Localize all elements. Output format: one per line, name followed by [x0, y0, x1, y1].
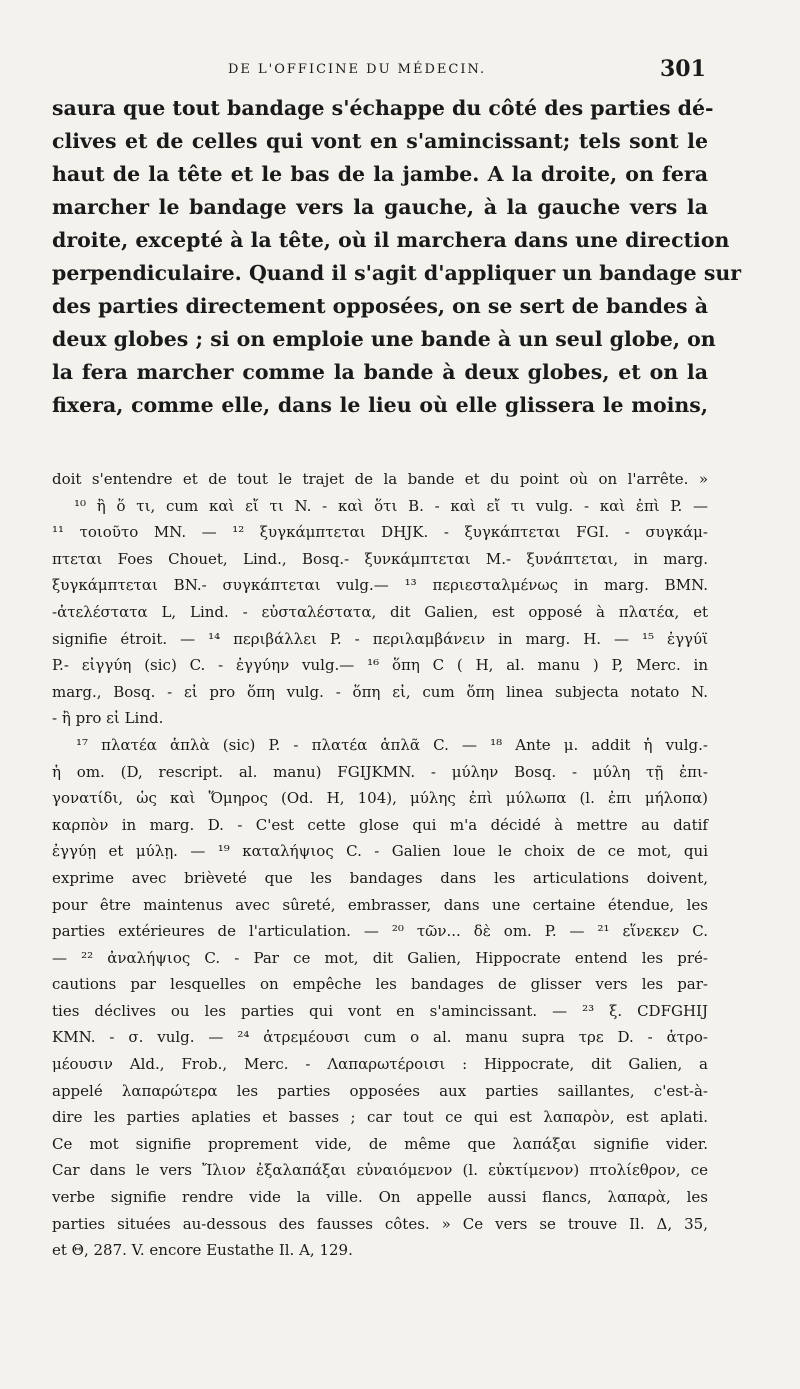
footnote-line: Ce mot signifie proprement vide, de même que λαπάξαι signifie vider.: [52, 1134, 708, 1153]
main-text-line: haut de la tête et le bas de la jambe. A la droite, on fera: [52, 162, 708, 186]
footnote-line: ¹⁰ ἢ ὅ τι, cum καὶ εἴ τι N. - καὶ ὅτι B. - καὶ εἴ τι vulg. - καὶ ἐπὶ P. —: [74, 496, 708, 515]
footnote-line: καρπὸν in marg. D. - C'est cette glose qui m'a décidé à mettre au datif: [52, 815, 708, 834]
footnote-line: - ἢ pro εἰ Lind.: [52, 709, 164, 728]
footnote-line: γονατίδι, ὡς καὶ Ὅμηρος (Od. H, 104), μύλης ἐπὶ μύλωπα (l. ἐπι μήλοπα): [52, 789, 708, 808]
footnote-line: dire les parties aplaties et basses ; car tout ce qui est λαπαρὸν, est aplati.: [52, 1108, 708, 1127]
footnote-line: μέουσιν Ald., Frob., Merc. - Λαπαρωτέροισι : Hippocrate, dit Galien, a: [52, 1055, 708, 1074]
footnote-line: verbe signifie rendre vide la ville. On appelle aussi flancs, λαπαρὰ, les: [52, 1188, 708, 1207]
footnote-line: πτεται Foes Chouet, Lind., Bosq.- ξυνκάμπτεται M.- ξυνάπτεται, in marg.: [52, 549, 708, 568]
footnote-line: appelé λαπαρώτερα les parties opposées aux parties saillantes, c'est-à-: [52, 1081, 708, 1100]
main-text-line: droite, excepté à la tête, où il marchera dans une direction: [52, 228, 730, 252]
footnote-line: ties déclives ou les parties qui vont en s'amincissant. — ²³ ξ. CDFGHIJ: [52, 1001, 708, 1020]
main-text-line: deux globes ; si on emploie une bande à un seul globe, on: [52, 327, 716, 351]
footnote-line: marg., Bosq. - εἰ pro ὅπη vulg. - ὅπη εἰ, cum ὅπη linea subjecta notato N.: [52, 682, 708, 701]
footnote-line: cautions par lesquelles on empêche les bandages de glisser vers les par-: [52, 975, 708, 994]
footnote-line: ¹¹ τοιοῦτο MN. — ¹² ξυγκάμπτεται DHJK. - ξυγκάπτεται FGI. - συγκάμ-: [52, 523, 708, 542]
main-text-line: clives et de celles qui vont en s'amincissant; tels sont le: [52, 129, 708, 153]
footnote-line: ἡ om. (D, rescript. al. manu) FGIJKMN. - μύλην Bosq. - μύλη τῇ ἐπι-: [52, 762, 708, 781]
footnote-line: ἐγγύῃ et μύλῃ. — ¹⁹ καταλήψιος C. - Galien loue le choix de ce mot, qui: [52, 842, 708, 861]
footnote-line: ξυγκάμπτεται BN.- συγκάπτεται vulg.— ¹³ περιεσταλμένως in marg. BMN.: [52, 576, 708, 595]
footnote-line: pour être maintenus avec sûreté, embrasser, dans une certaine étendue, les: [52, 895, 708, 914]
main-text-line: marcher le bandage vers la gauche, à la gauche vers la: [52, 195, 708, 219]
footnotes: [52, 466, 708, 1264]
footnote-line: ¹⁷ πλατέα ἁπλὰ (sic) P. - πλατέα ἁπλᾶ C. — ¹⁸ Ante μ. addit ἡ vulg.-: [76, 735, 708, 754]
running-head: [0, 56, 800, 84]
footnote-line: KMN. - σ. vulg. — ²⁴ ἀτρεμέουσι cum ο al. manu supra τρε D. - ἀτρο-: [52, 1028, 708, 1047]
footnote-line: P.- εἰγγύη (sic) C. - ἐγγύην vulg.— ¹⁶ ὅπη C ( H, al. manu ) P, Merc. in: [52, 656, 708, 675]
footnote-line: parties extérieures de l'articulation. — ²⁰ τῶν... δὲ om. P. — ²¹ εἵνεκεν C.: [52, 922, 708, 941]
main-text-line: la fera marcher comme la bande à deux globes, et on la: [52, 360, 708, 384]
footnote-line: doit s'entendre et de tout le trajet de la bande et du point où on l'arrête. »: [52, 470, 708, 488]
footnote-line: -ἀτελέστατα L, Lind. - εὐσταλέστατα, dit Galien, est opposé à πλατέα, et: [52, 602, 708, 621]
main-text-line: perpendiculaire. Quand il s'agit d'appliquer un bandage sur: [52, 261, 742, 285]
footnote-line: signifie étroit. — ¹⁴ περιβάλλει P. - περιλαμβάνειν in marg. H. — ¹⁵ ἐγγύϊ: [52, 629, 708, 648]
footnote-line: parties situées au-dessous des fausses côtes. » Ce vers se trouve Il. Δ, 35,: [52, 1214, 708, 1233]
running-title: DE L'OFFICINE DU MÉDECIN.: [228, 62, 487, 77]
footnote-line: exprime avec brièveté que les bandages dans les articulations doivent,: [52, 868, 708, 887]
main-text-line: des parties directement opposées, on se sert de bandes à: [52, 294, 708, 318]
footnote-line: Car dans le vers Ἴλιον ἐξαλαπάξαι εὐναιόμενον (l. εὐκτίμενον) πτολίεθρον, ce: [52, 1161, 708, 1180]
footnote-line: et Θ, 287. V. encore Eustathe Il. A, 129.: [52, 1241, 353, 1260]
main-text: [52, 92, 742, 422]
page-number: 301: [660, 56, 706, 82]
main-text-line: saura que tout bandage s'échappe du côté des parties dé-: [52, 96, 714, 120]
main-text-line: fixera, comme elle, dans le lieu où elle glissera le moins,: [52, 393, 708, 417]
footnote-line: — ²² ἀναλήψιος C. - Par ce mot, dit Galien, Hippocrate entend les pré-: [52, 948, 708, 967]
